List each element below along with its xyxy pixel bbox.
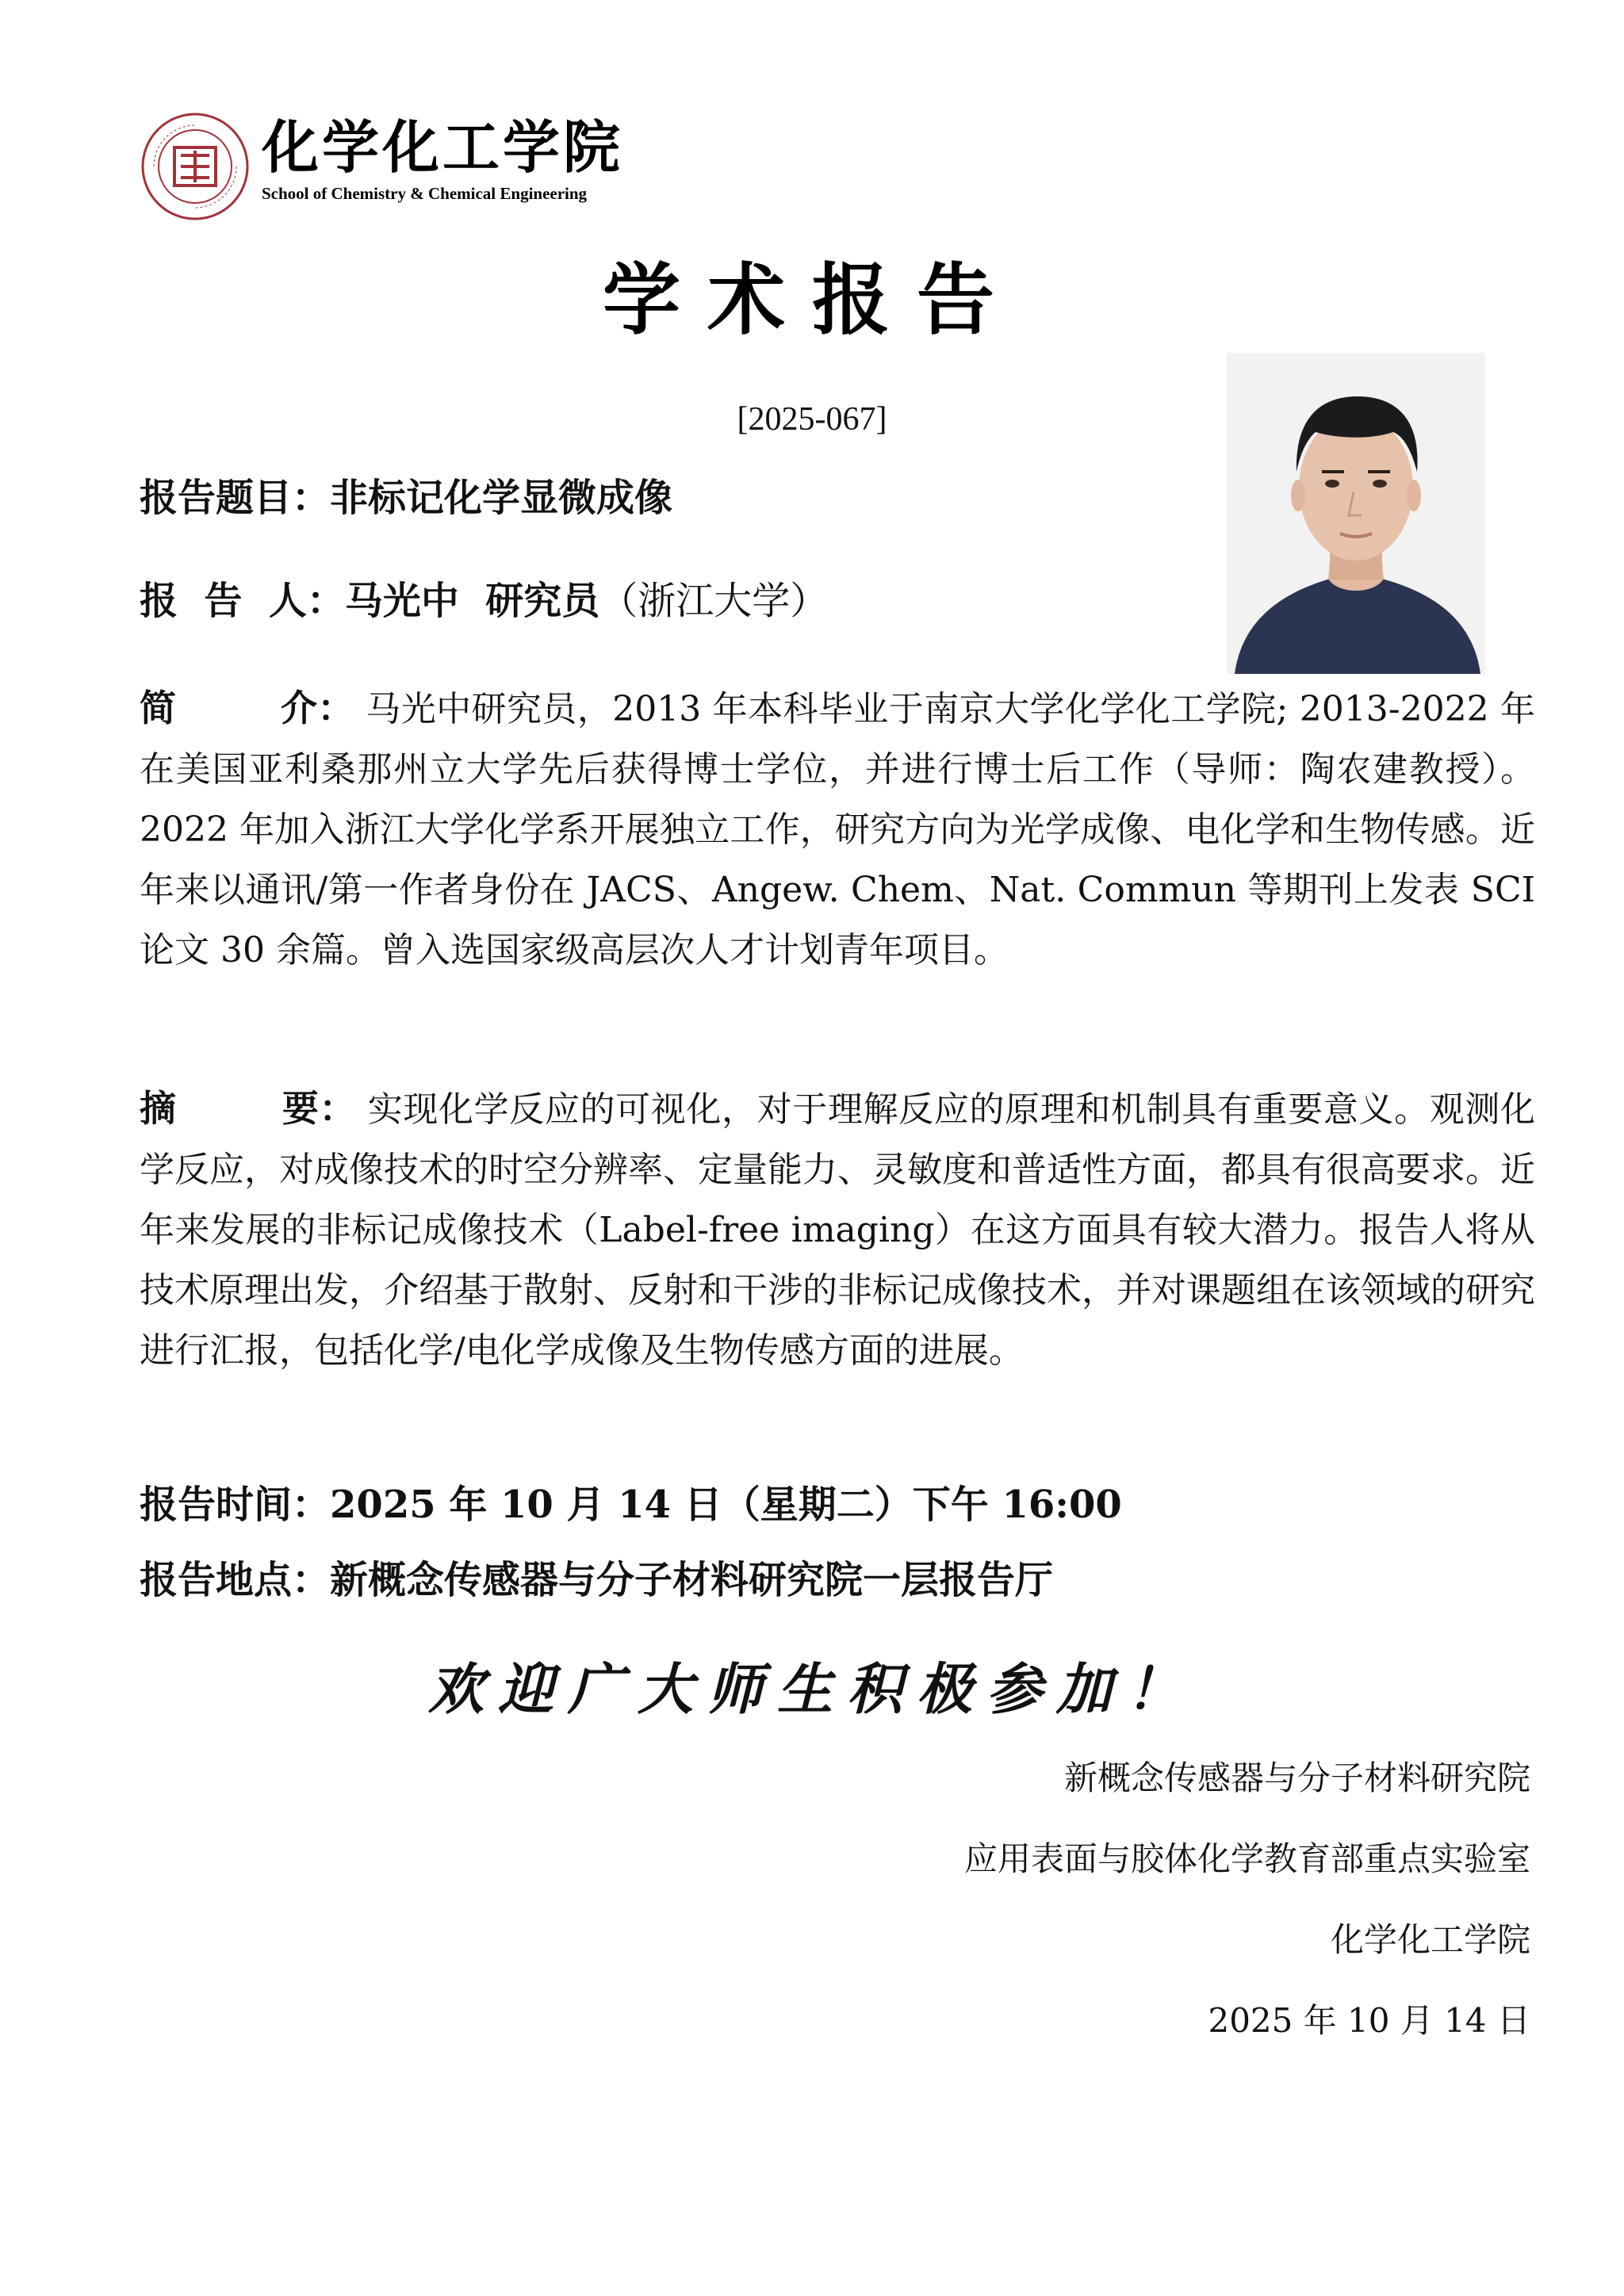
time-row <box>140 1483 1122 1529</box>
speaker-name: 马光中 研究员 <box>344 579 600 623</box>
organizer-1: 新概念传感器与分子材料研究院 <box>1063 1758 1530 1797</box>
location-row <box>140 1558 1053 1604</box>
time-value: 2025 年 10 月 14 日（星期二）下午 16:00 <box>330 1483 1122 1527</box>
organizer-2: 应用表面与胶体化学教育部重点实验室 <box>963 1839 1530 1878</box>
bio-section <box>140 678 1535 981</box>
speaker-label: 报 告 人： <box>140 579 345 623</box>
time-label: 报告时间： <box>140 1483 331 1527</box>
location-label: 报告地点： <box>140 1558 331 1602</box>
bio-label: 简 介： <box>140 687 354 729</box>
notice-date: 2025 年 10 月 14 日 <box>1208 2001 1530 2040</box>
topic-row <box>140 476 672 522</box>
topic-label: 报告题目： <box>140 476 331 520</box>
school-name-cn: 化学化工学院 <box>262 114 624 181</box>
speaker-row <box>140 579 828 625</box>
organizer-3: 化学化工学院 <box>1330 1920 1530 1959</box>
report-number: [2025-067] <box>737 401 887 438</box>
abstract-label: 摘 要： <box>140 1087 357 1130</box>
topic-value: 非标记化学显微成像 <box>330 476 673 520</box>
speaker-photo <box>1227 353 1485 674</box>
school-name-en: School of Chemistry & Chemical Engineering <box>262 184 588 203</box>
bio-text: 马光中研究员，2013 年本科毕业于南京大学化学化工学院; 2013-2022 年在美国亚利桑那州立大学先后获得博士学位，并进行博士后工作（导师：陶农建教授）。2022 年加入浙江大学化学系开展独立工作，研究方向为光学成像、电化学和生物传感。近年来以通讯/第一作者身份在 JACS、Angew. Chem、Nat. Commun 等期刊上发表 SCI 论文 30 余篇。曾入选国家级高层次人才计划青年项目。 <box>140 689 1535 970</box>
school-seal-logo <box>140 111 251 222</box>
welcome-message: 欢迎广大师生积极参加！ <box>428 1656 1196 1722</box>
location-value: 新概念传感器与分子材料研究院一层报告厅 <box>330 1558 1054 1602</box>
page-title: 学术报告 <box>602 254 1021 346</box>
abstract-section <box>140 1078 1535 1381</box>
speaker-affiliation: （浙江大学） <box>599 579 829 623</box>
abstract-text: 实现化学反应的可视化，对于理解反应的原理和机制具有重要意义。观测化学反应，对成像技术的时空分辨率、定量能力、灵敏度和普适性方面，都具有很高要求。近年来发展的非标记成像技术（Label-free imaging）在这方面具有较大潜力。报告人将从技术原理出发，介绍基于散射、反射和干涉的非标记成像技术，并对课题组在该领域的研究进行汇报，包括化学/电化学成像及生物传感方面的进展。 <box>140 1089 1535 1371</box>
